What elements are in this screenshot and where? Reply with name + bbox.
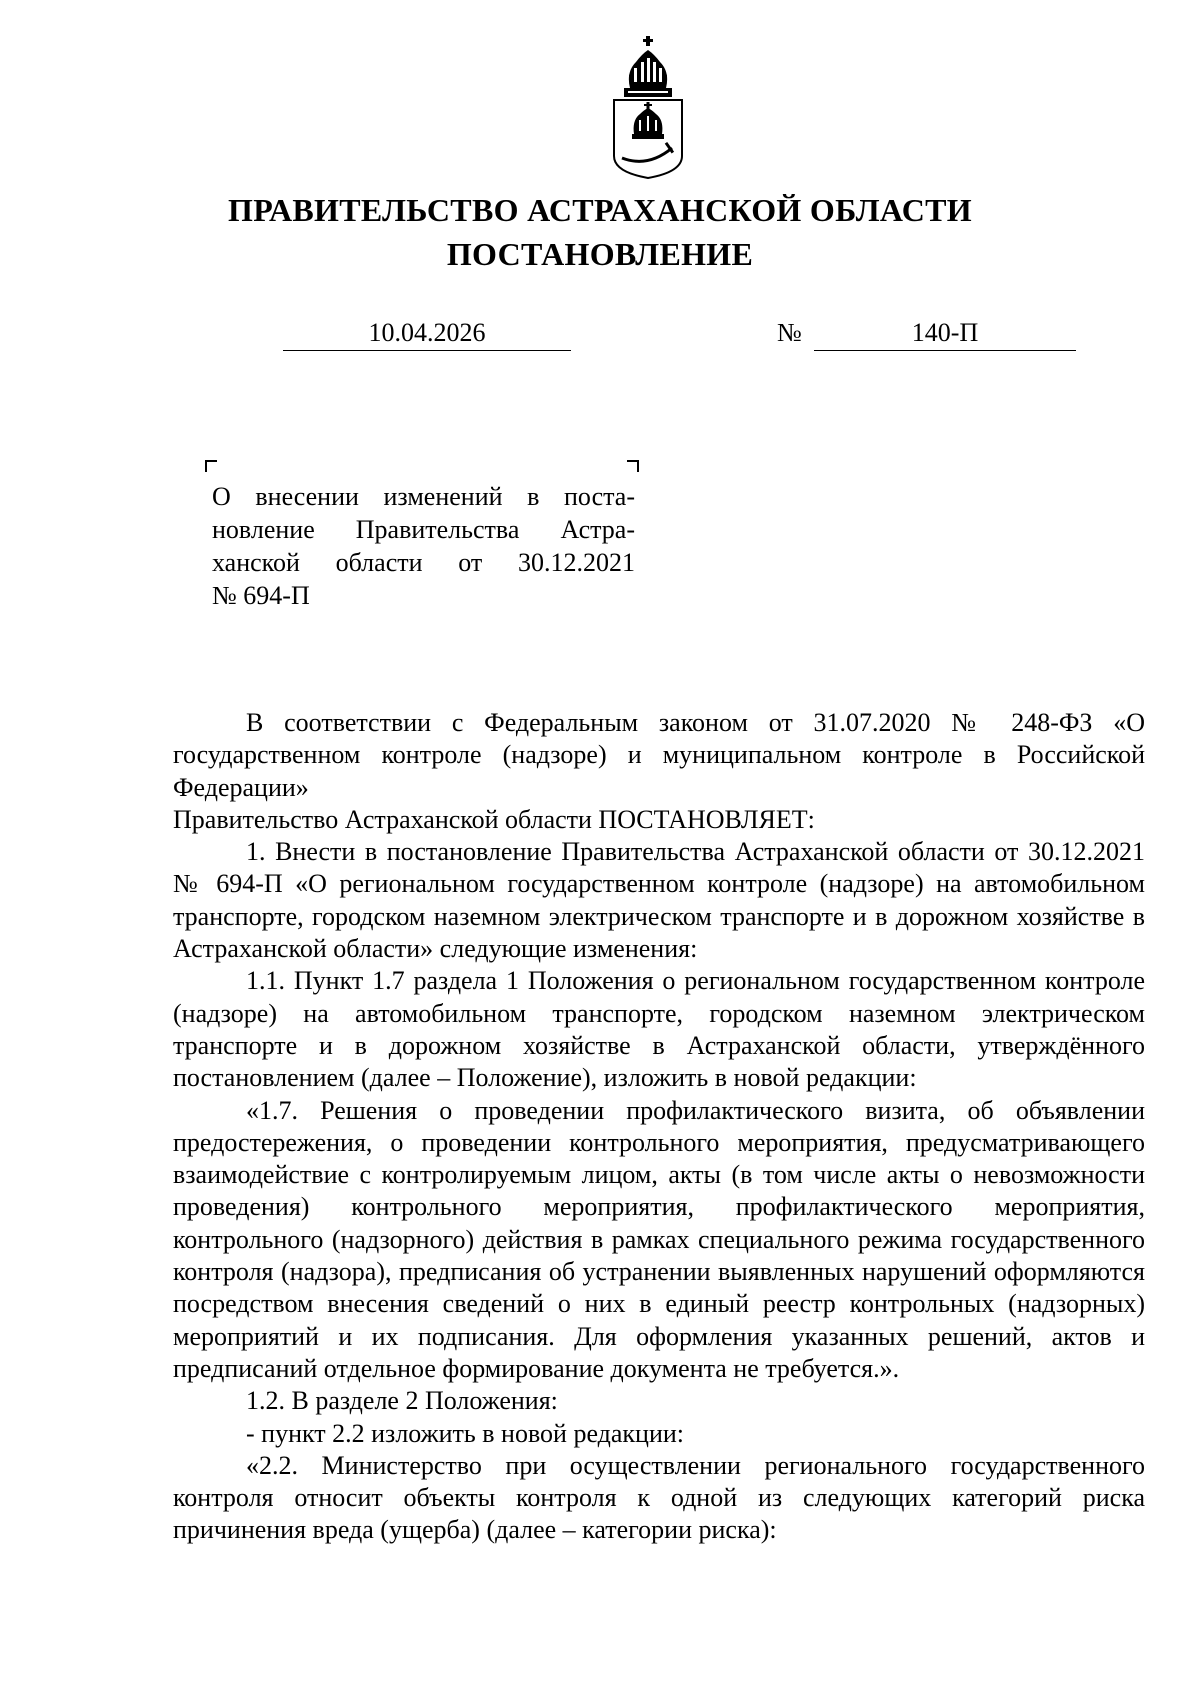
preamble-paragraph: В соответствии с Федеральным законом от 31.07.2020 № 248-ФЗ «О государственном контроле (надзоре) и муниципальном контроле в Российской Федерации»	[173, 708, 1145, 802]
document-date: 10.04.2026	[283, 318, 571, 351]
list-item-paragraph: - пункт 2.2 изложить в новой редакции:	[246, 1418, 685, 1448]
resolves-paragraph: Правительство Астраханской области ПОСТАНОВЛЯЕТ:	[173, 804, 815, 834]
subject-corner-left	[205, 460, 217, 472]
document-body	[173, 707, 1145, 1547]
subject-line: ханской области от 30.12.2021	[212, 548, 635, 577]
clause-1-1-paragraph: 1.1. Пункт 1.7 раздела 1 Положения о региональном государственном контроле (надзоре) на автомобильном транспорте, городском наземном электрическом транспорте и в дорожном хозяйстве в Астраханской области, утверждённого постановлением (далее – Положение), изложить в новой редакции:	[173, 966, 1145, 1093]
subject-line: новление Правительства Астра-	[212, 515, 635, 544]
clause-1-paragraph: 1. Внести в постановление Правительства Астраханской области от 30.12.2021 № 694-П «О региональном государственном контроле (надзоре) на автомобильном транспорте, городском наземном электрическом транспорте и в дорожном хозяйстве в Астраханской области» следующие изменения:	[173, 837, 1145, 964]
document-subject	[212, 480, 635, 612]
document-number: 140-П	[814, 318, 1076, 351]
clause-1-2-paragraph: 1.2. В разделе 2 Положения:	[246, 1386, 558, 1416]
subject-corner-right	[627, 460, 639, 472]
quoted-clause-2-2-paragraph: «2.2. Министерство при осуществлении регионального государственного контроля относит объекты контроля к одной из следующих категорий риска причинения вреда (ущерба) (далее – категории риска):	[173, 1450, 1145, 1545]
quoted-clause-1-7-paragraph: «1.7. Решения о проведении профилактического визита, об объявлении предостережения, о проведении контрольного мероприятия, предусматривающего взаимодействие с контролируемым лицом, акты (в том числе акты о невозможности проведения) контрольного мероприятия, профилактического мероприятия, контрольного (надзорного) действия в рамках специального режима государственного контроля (надзора), предписания об устранении выявленных нарушений оформляются посредством внесения сведений о них в единый реестр контрольных (надзорных) мероприятий и их подписания. Для оформления указанных решений, актов и предписаний отдельное формирование документа не требуется.».	[173, 1095, 1145, 1383]
number-sign: №	[777, 318, 802, 347]
subject-line: № 694-П	[212, 581, 310, 610]
document-type: ПОСТАНОВЛЕНИЕ	[446, 236, 754, 272]
subject-line: О внесении изменений в поста-	[212, 482, 635, 511]
coat-of-arms-emblem	[610, 36, 686, 180]
government-title: ПРАВИТЕЛЬСТВО АСТРАХАНСКОЙ ОБЛАСТИ	[228, 192, 972, 228]
